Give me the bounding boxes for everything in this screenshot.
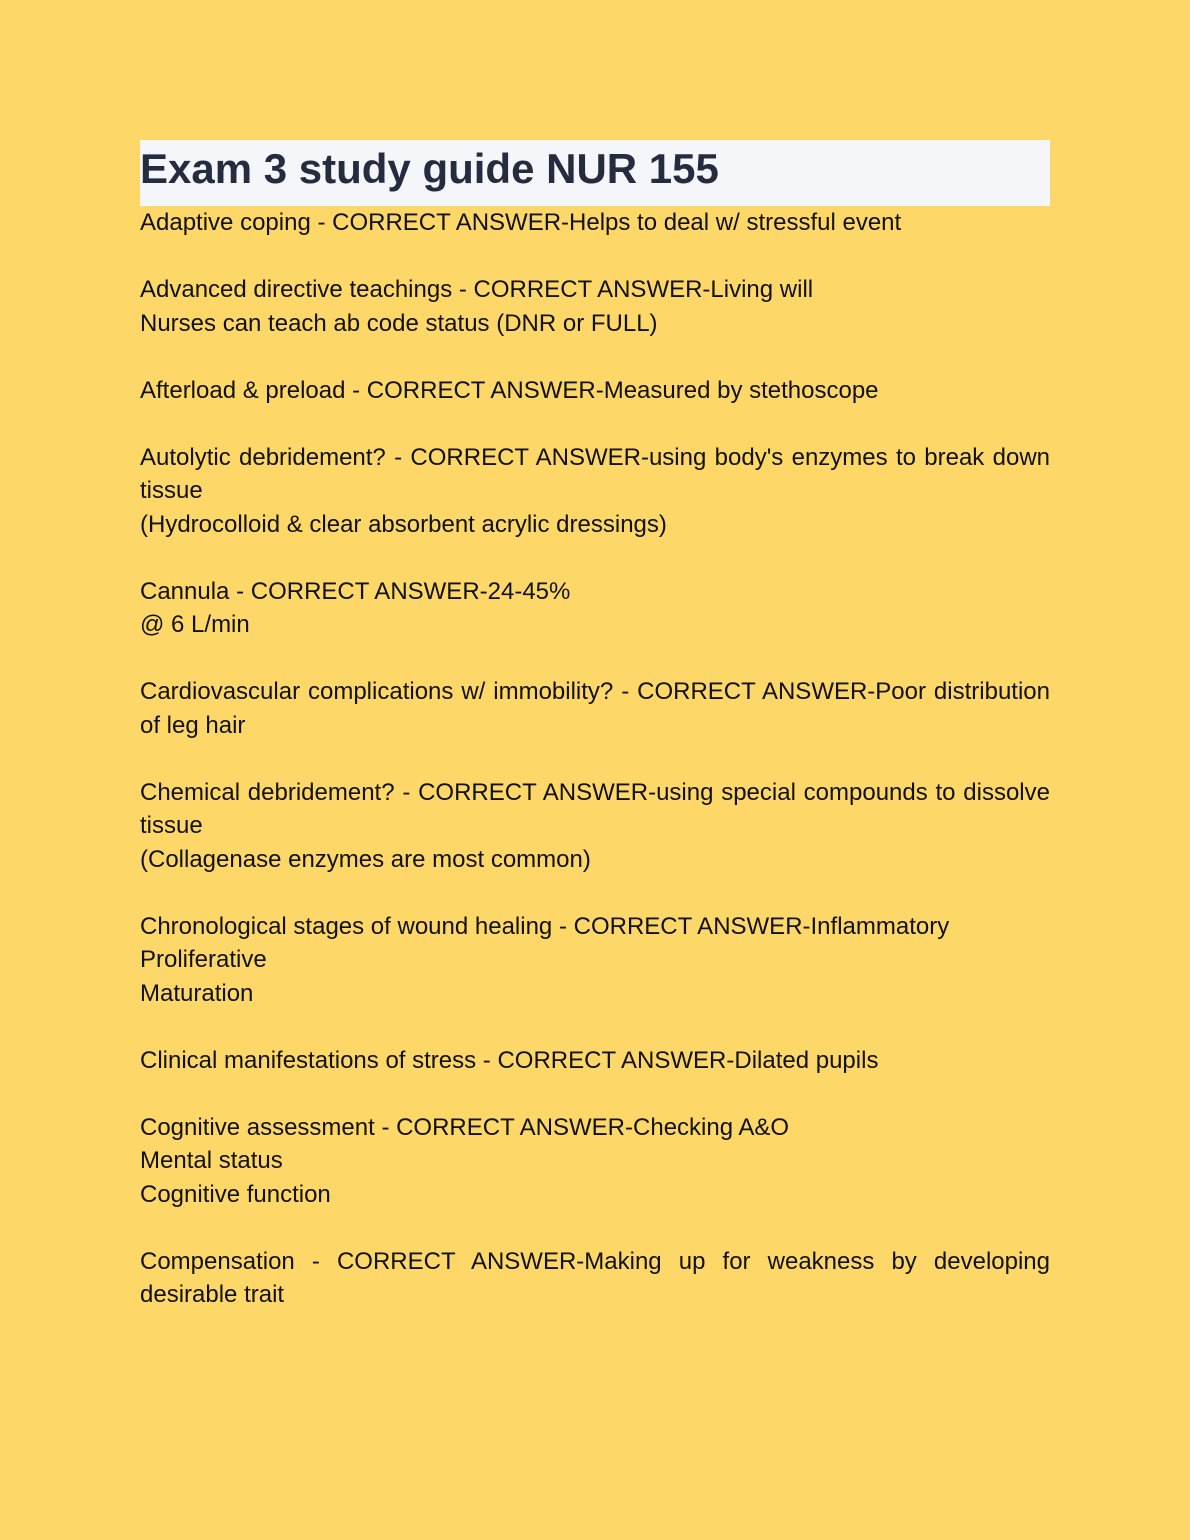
study-entry — [140, 910, 1050, 1011]
entry-continuation: Proliferative — [140, 946, 267, 973]
entry-question-answer: Cardiovascular complications w/ immobility? - CORRECT ANSWER-Poor distribution of leg hair — [140, 678, 1050, 739]
entry-list — [140, 206, 1050, 1312]
title-banner — [140, 140, 1050, 206]
study-entry — [140, 1044, 1050, 1078]
entry-question-answer: Autolytic debridement? - CORRECT ANSWER-using body's enzymes to break down tissue — [140, 443, 1050, 504]
entry-continuation: Mental status — [140, 1147, 283, 1174]
study-entry — [140, 675, 1050, 742]
entry-continuation: (Collagenase enzymes are most common) — [140, 845, 591, 873]
entry-question-answer: Clinical manifestations of stress - CORRECT ANSWER-Dilated pupils — [140, 1046, 879, 1074]
entry-continuation: @ 6 L/min — [140, 611, 250, 638]
entry-continuation: Cognitive function — [140, 1180, 331, 1208]
entry-continuation: Maturation — [140, 979, 254, 1007]
entry-continuation: (Hydrocolloid & clear absorbent acrylic dressings) — [140, 510, 667, 538]
study-entry — [140, 206, 1050, 240]
document-page — [140, 140, 1050, 1345]
study-entry — [140, 575, 1050, 642]
entry-question-answer: Cannula - CORRECT ANSWER-24-45% — [140, 577, 571, 605]
entry-question-answer: Cognitive assessment - CORRECT ANSWER-Checking A&O — [140, 1113, 790, 1141]
study-entry — [140, 273, 1050, 340]
study-entry — [140, 441, 1050, 542]
entry-question-answer: Chronological stages of wound healing - CORRECT ANSWER-Inflammatory — [140, 912, 950, 940]
entry-continuation: Nurses can teach ab code status (DNR or FULL) — [140, 309, 658, 337]
page-title: Exam 3 study guide NUR 155 — [140, 145, 719, 192]
study-entry — [140, 1111, 1050, 1212]
entry-question-answer: Advanced directive teachings - CORRECT ANSWER-Living will — [140, 276, 814, 303]
entry-question-answer: Adaptive coping - CORRECT ANSWER-Helps to deal w/ stressful event — [140, 209, 902, 236]
entry-question-answer: Chemical debridement? - CORRECT ANSWER-using special compounds to dissolve tissue — [140, 778, 1050, 839]
study-entry — [140, 1245, 1050, 1312]
entry-question-answer: Afterload & preload - CORRECT ANSWER-Measured by stethoscope — [140, 376, 879, 404]
study-entry — [140, 776, 1050, 877]
study-entry — [140, 374, 1050, 408]
entry-question-answer: Compensation - CORRECT ANSWER-Making up for weakness by developing desirable trait — [140, 1247, 1050, 1308]
